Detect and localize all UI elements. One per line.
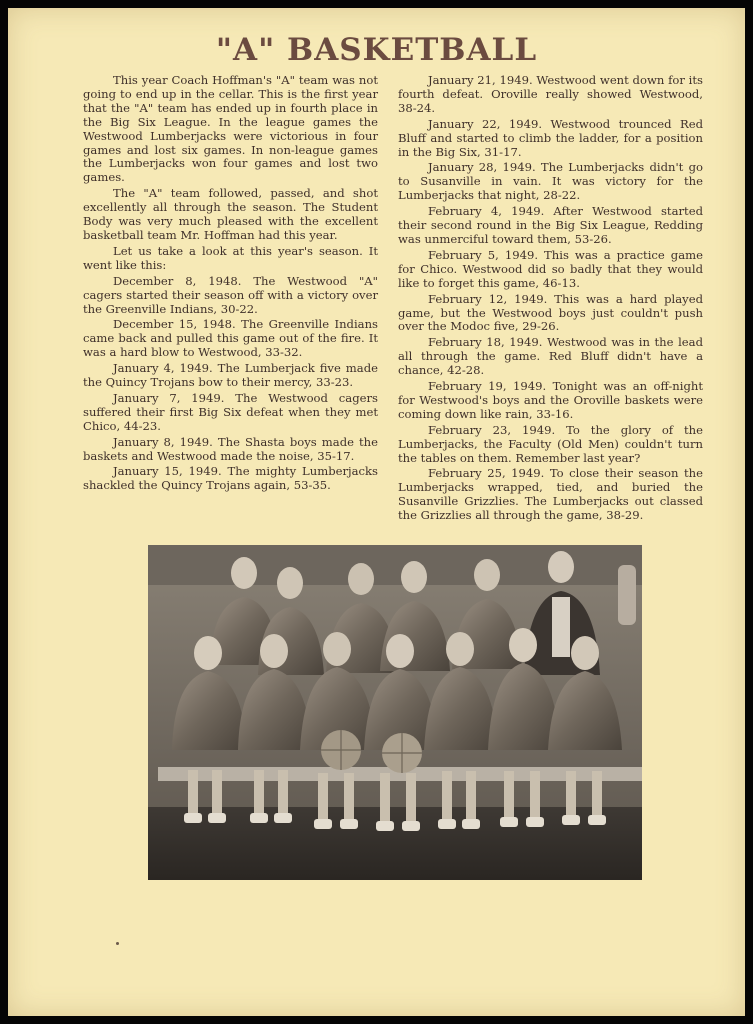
game-entry: February 12, 1949. This was a hard played game, but the Westwood boys just couldn't push over the Modoc five, 29-26. bbox=[398, 291, 703, 334]
right-text-column bbox=[398, 74, 703, 525]
game-entry: January 8, 1949. The Shasta boys made the baskets and Westwood made the noise, 35-17. bbox=[83, 434, 378, 463]
game-entry: December 15, 1948. The Greenville Indians came back and pulled this game out of the fire. It was a hard blow to Westwood, 33-32. bbox=[83, 317, 378, 360]
game-entry: January 15, 1949. The mighty Lumberjacks shackled the Quincy Trojans again, 53-35. bbox=[83, 464, 378, 493]
game-entry: February 4, 1949. After Westwood started their second round in the Big Six League, Redding was unmerciful toward them, 53-26. bbox=[398, 204, 703, 246]
team-photo-illustration bbox=[148, 545, 642, 880]
game-entry: January 28, 1949. The Lumberjacks didn't go to Susanville in vain. It was victory for the Lumberjacks that night, 28-22. bbox=[398, 160, 703, 203]
left-text-column bbox=[83, 74, 378, 495]
game-entry: December 8, 1948. The Westwood "A" cagers started their season off with a victory over the Greenville Indians, 30-22. bbox=[83, 273, 378, 316]
paragraph: Let us take a look at this year's season. It went like this: bbox=[83, 243, 378, 272]
page-title: "A" BASKETBALL bbox=[215, 32, 538, 68]
paragraph: The "A" team followed, passed, and shot excellently all through the season. The Student Body was very much pleased with the excellent basketball team Mr. Hoffman had this year. bbox=[83, 186, 378, 242]
page-speck bbox=[116, 942, 119, 945]
game-entry: February 19, 1949. Tonight was an off-night for Westwood's boys and the Oroville baskets were coming down like rain, 33-16. bbox=[398, 379, 703, 421]
paragraph: This year Coach Hoffman's "A" team was not going to end up in the cellar. This is the first year that the "A" team has ended up in fourth place in the Big Six League. In the league games the Westwood Lumberjacks were victorious in four games and lost six games. In non-league games the Lumberjacks won four games and lost two games. bbox=[83, 73, 378, 185]
game-entry: February 25, 1949. To close their season the Lumberjacks wrapped, tied, and buried the Susanville Grizzlies. The Lumberjacks out classed the Grizzlies all through the game, 38-29. bbox=[398, 466, 703, 523]
game-entry: January 7, 1949. The Westwood cagers suffered their first Big Six defeat when they met Chico, 44-23. bbox=[83, 390, 378, 433]
game-entry: January 22, 1949. Westwood trounced Red Bluff and started to climb the ladder, for a position in the Big Six, 31-17. bbox=[398, 116, 703, 159]
team-photo bbox=[148, 545, 642, 880]
game-entry: January 4, 1949. The Lumberjack five made the Quincy Trojans bow to their mercy, 33-23. bbox=[83, 361, 378, 390]
game-entry: February 5, 1949. This was a practice game for Chico. Westwood did so badly that they would like to forget this game, 46-13. bbox=[398, 247, 703, 290]
game-entry: February 18, 1949. Westwood was in the lead all through the game. Red Bluff didn't have a chance, 42-28. bbox=[398, 335, 703, 378]
yearbook-page bbox=[8, 8, 745, 1016]
game-entry: February 23, 1949. To the glory of the Lumberjacks, the Faculty (Old Men) couldn't turn the tables on them. Remember last year? bbox=[398, 422, 703, 465]
game-entry: January 21, 1949. Westwood went down for its fourth defeat. Oroville really showed Westwood, 38-24. bbox=[398, 73, 703, 115]
